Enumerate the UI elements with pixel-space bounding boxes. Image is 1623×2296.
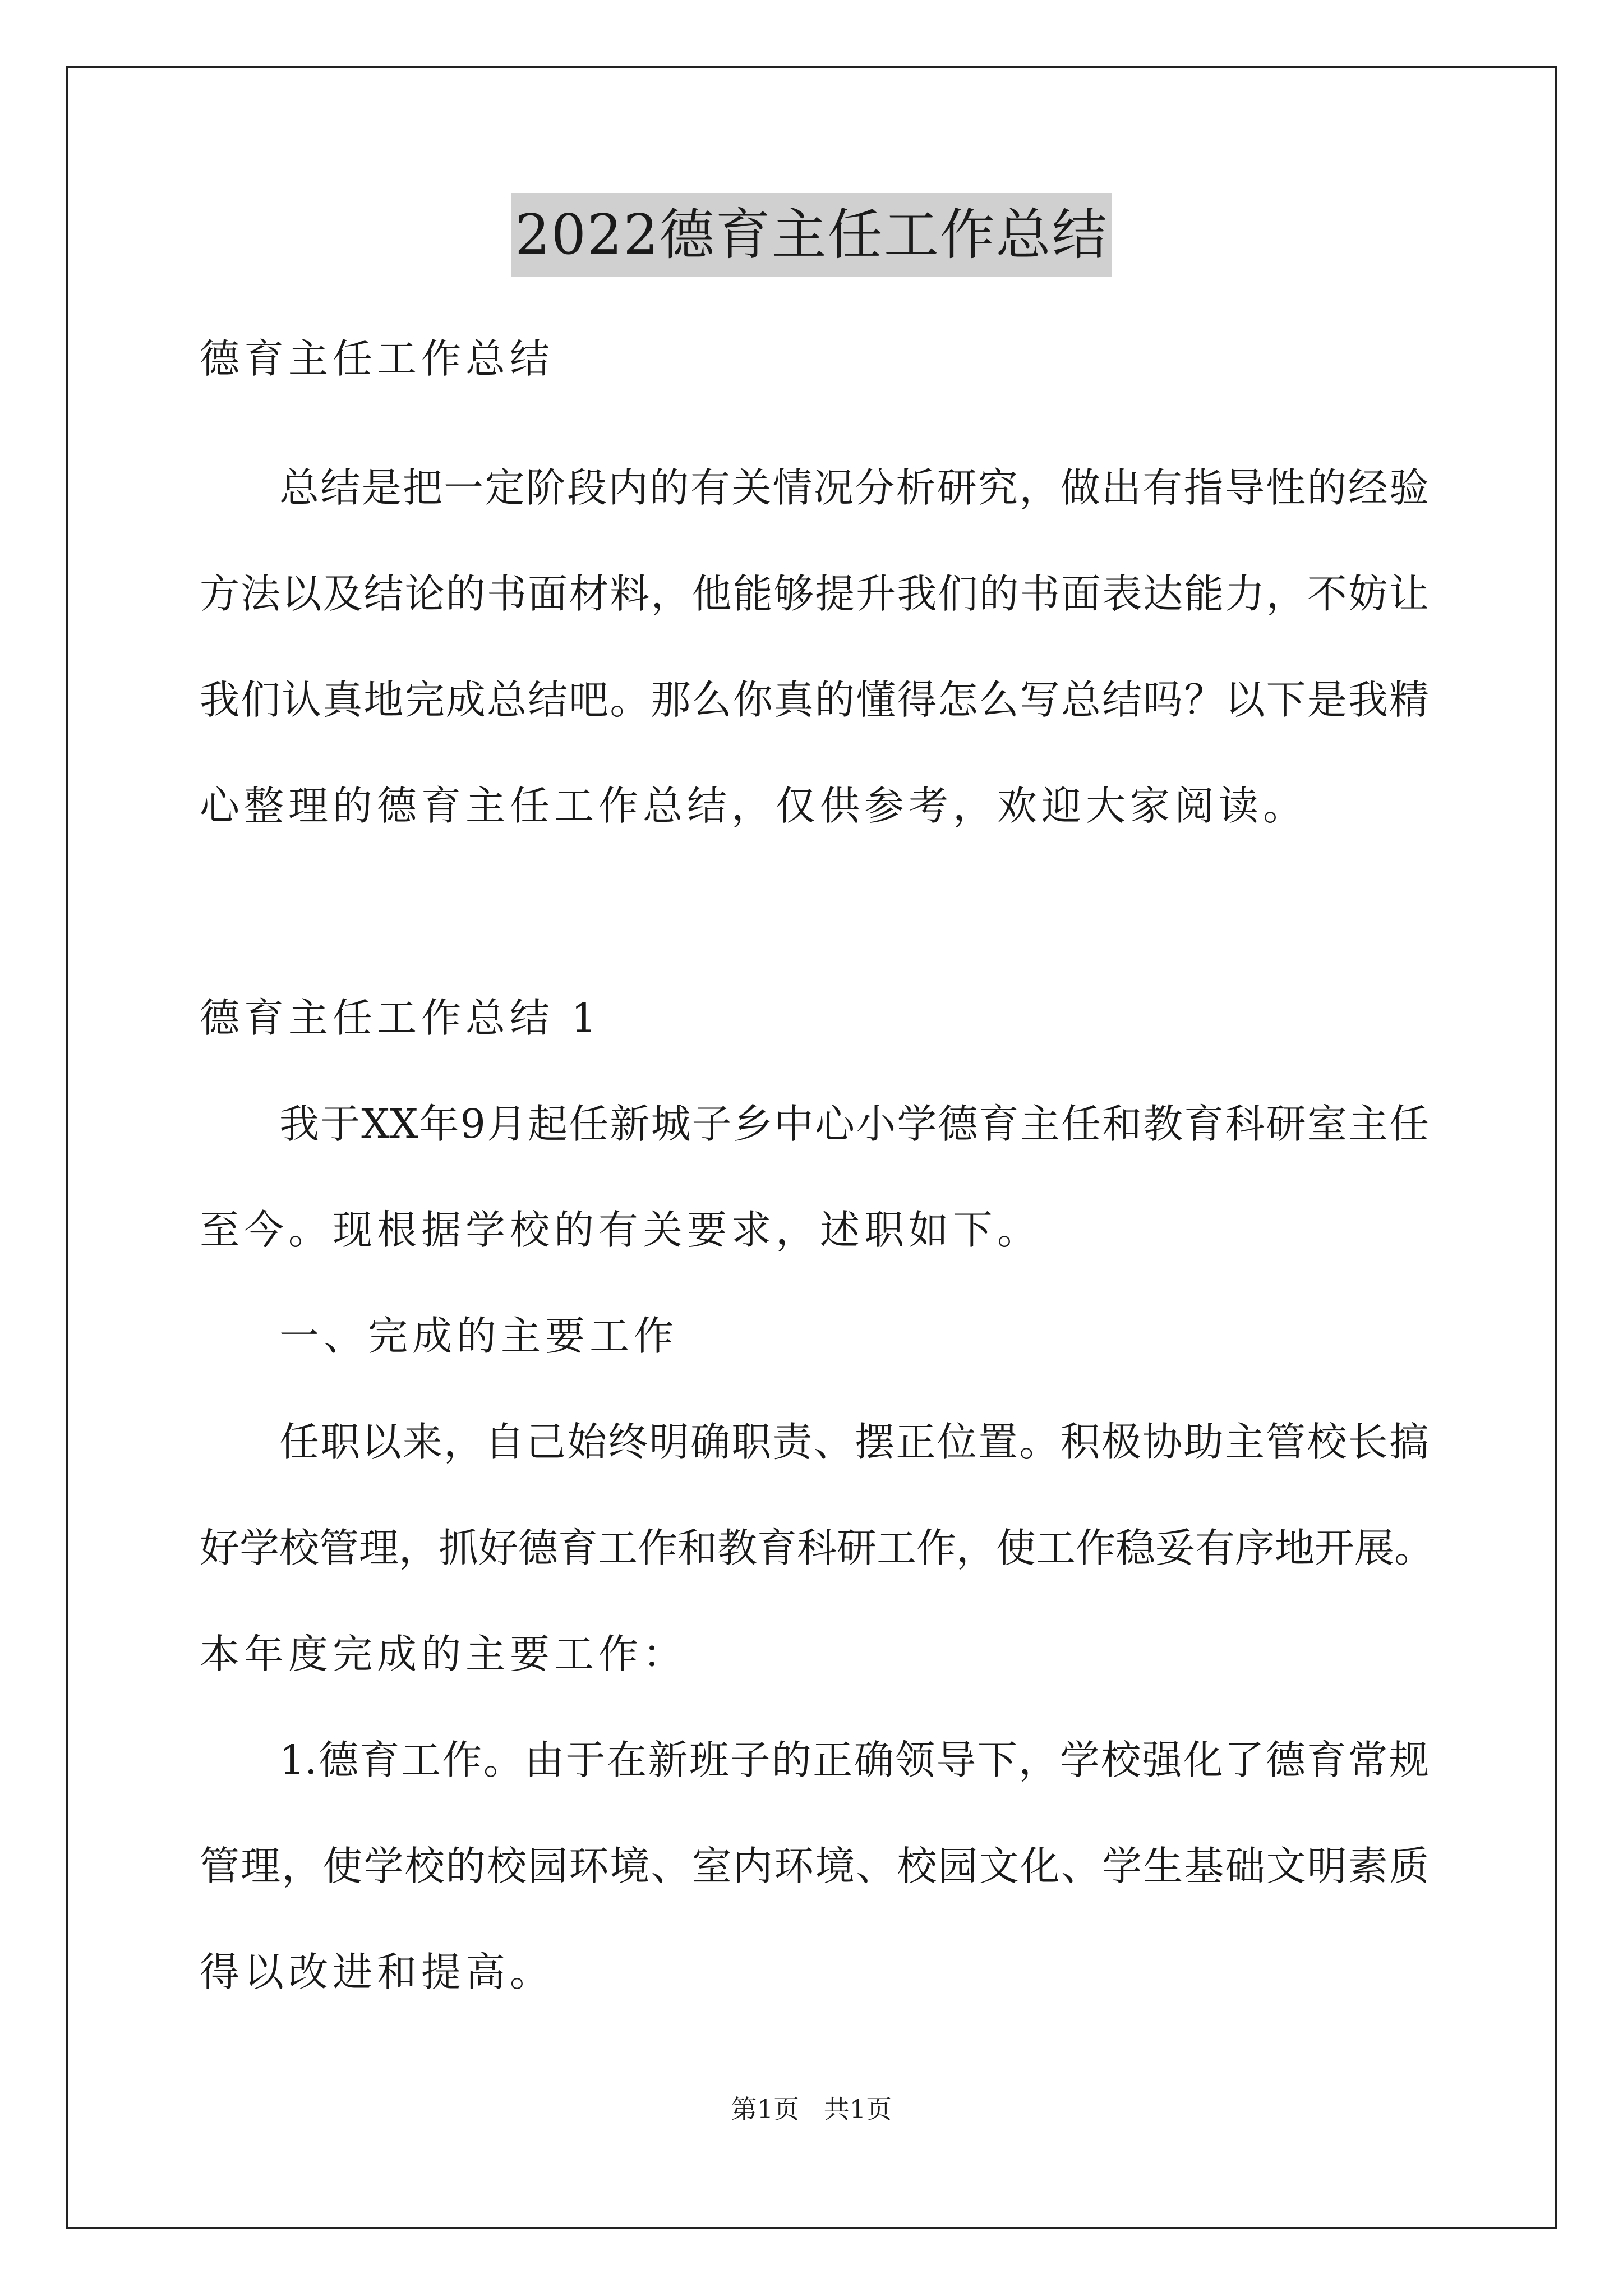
title-container <box>0 193 1623 277</box>
paragraph-line: 我于XX年9月起任新城子乡中心小学德育主任和教育科研室主任 <box>279 1101 1429 1147</box>
subsection-heading: 一、完成的主要工作 <box>279 1313 679 1359</box>
paragraph-line: 方法以及结论的书面材料，他能够提升我们的书面表达能力，不妨让 <box>200 570 1429 617</box>
paragraph-line: 得以改进和提高。 <box>200 1949 555 1995</box>
paragraph-line: 总结是把一定阶段内的有关情况分析研究，做出有指导性的经验 <box>279 464 1429 511</box>
paragraph-line: 心整理的德育主任工作总结，仅供参考，欢迎大家阅读。 <box>200 783 1308 829</box>
paragraph-line: 本年度完成的主要工作： <box>200 1631 688 1677</box>
paragraph-line: 任职以来，自己始终明确职责、摆正位置。积极协助主管校长搞 <box>279 1419 1429 1465</box>
paragraph-line: 好学校管理，抓好德育工作和教育科研工作，使工作稳妥有序地开展。 <box>200 1525 1435 1571</box>
document-title: 2022德育主任工作总结 <box>511 193 1111 277</box>
subheading: 德育主任工作总结 <box>200 335 555 382</box>
paragraph-line: 1.德育工作。由于在新班子的正确领导下，学校强化了德育常规 <box>279 1737 1429 1783</box>
paragraph-line: 至今。现根据学校的有关要求，述职如下。 <box>200 1207 1042 1253</box>
page-number-footer: 第1页 共1页 <box>731 2094 892 2124</box>
paragraph-line: 管理，使学校的校园环境、室内环境、校园文化、学生基础文明素质 <box>200 1843 1429 1889</box>
section-heading: 德育主任工作总结 1 <box>200 995 601 1041</box>
paragraph-line: 我们认真地完成总结吧。那么你真的懂得怎么写总结吗？以下是我精 <box>200 677 1429 723</box>
